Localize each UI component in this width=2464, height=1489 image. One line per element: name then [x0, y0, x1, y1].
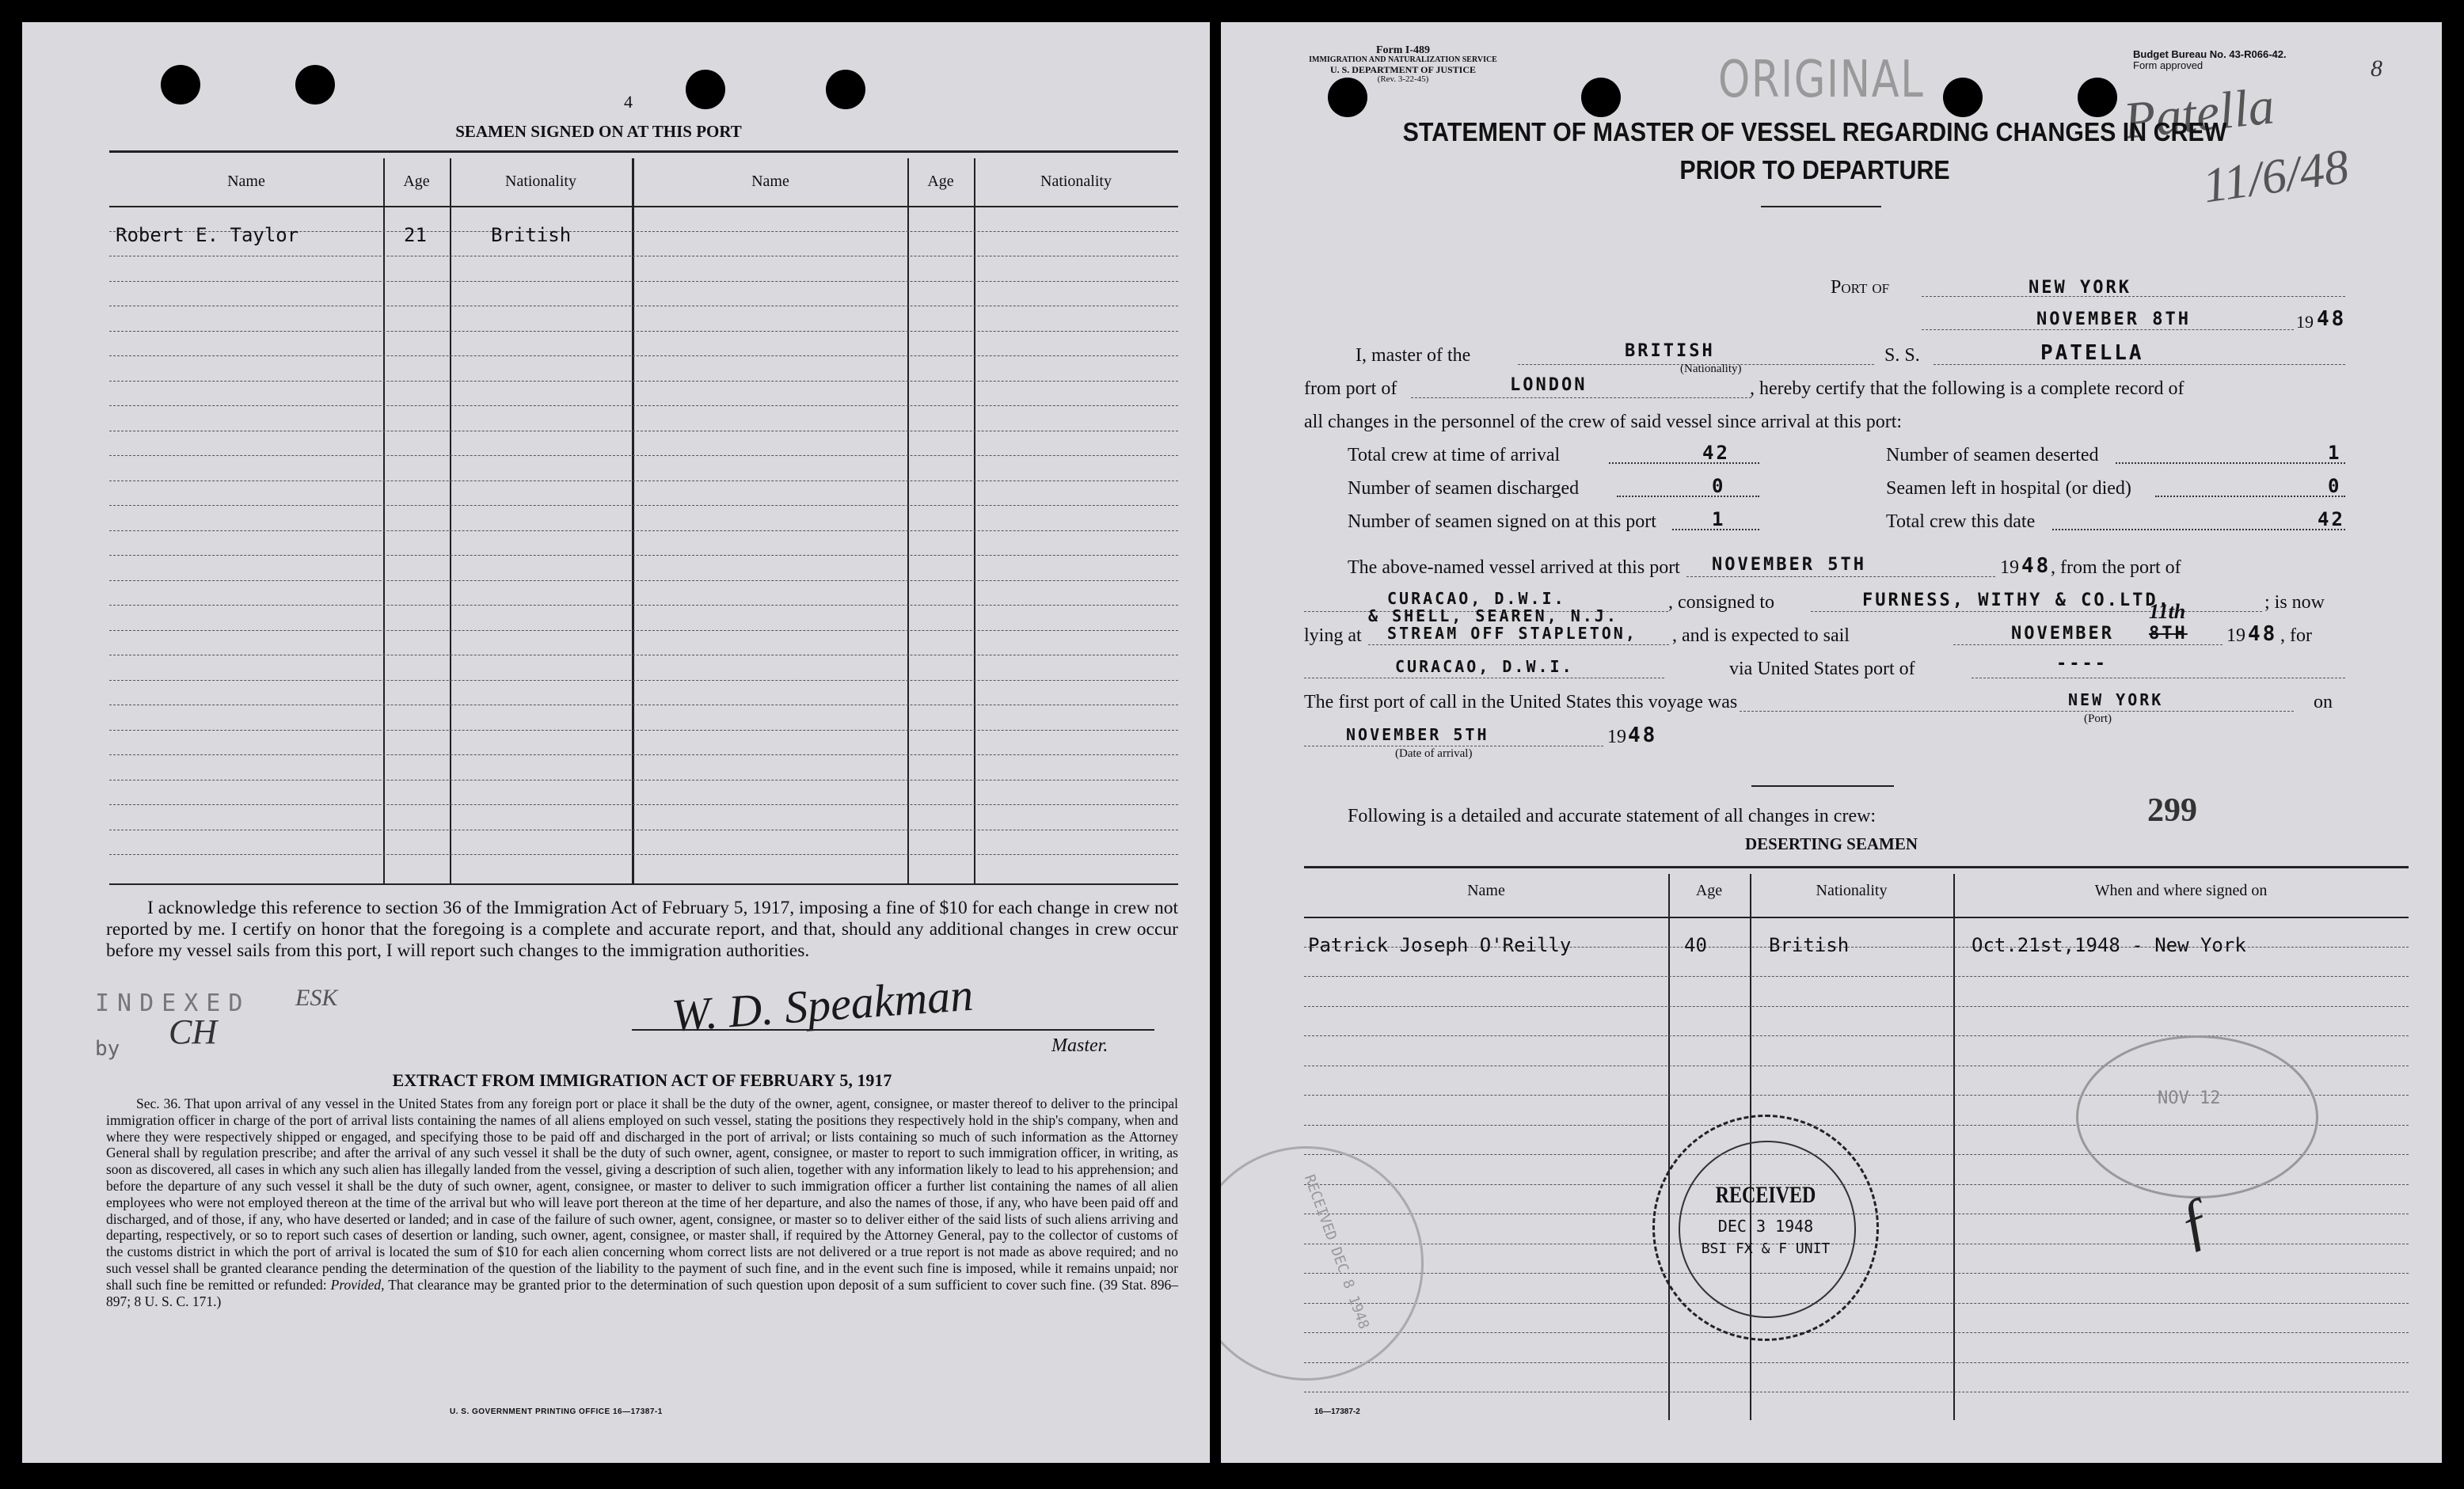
destination-value: CURACAO, D.W.I.	[1395, 657, 1574, 676]
received-label: RECEIVED	[1715, 1182, 1816, 1208]
table-row-line	[109, 281, 1178, 282]
form-header	[1284, 46, 1522, 84]
col-divider	[632, 158, 634, 883]
sail-line	[1953, 644, 2223, 645]
deserter-nationality: British	[1769, 934, 1850, 956]
from-port-line	[1411, 397, 1751, 398]
form-title-line-2: PRIOR TO DEPARTURE	[1679, 155, 1950, 184]
leader-dots	[2116, 462, 2345, 464]
arrived-line	[1686, 576, 1995, 577]
table-row-line	[109, 605, 1178, 606]
leader-dots	[2052, 529, 2345, 530]
col-header-nationality: Nationality	[505, 173, 576, 190]
lying-value-2: STREAM OFF STAPLETON,	[1387, 624, 1637, 643]
master-of-label: I, master of the	[1356, 345, 1471, 366]
sail-day-handwritten: 11th	[2149, 600, 2186, 623]
seaman-nationality: British	[491, 224, 572, 246]
arrived-value: NOVEMBER 5TH	[1712, 555, 1866, 575]
first-port-line	[1740, 711, 2294, 712]
punch-hole	[161, 65, 200, 104]
punch-hole	[1581, 78, 1621, 117]
stat-value: 42	[1702, 442, 1730, 464]
col-header-nationality: Nationality	[1816, 882, 1888, 899]
port-of-label: Port of	[1831, 277, 1890, 298]
consigned-label: , consigned to	[1668, 592, 1774, 613]
by-initials: CH	[169, 1012, 218, 1051]
seaman-name: Robert E. Taylor	[116, 224, 299, 246]
budget-line-1: Budget Bureau No. 43-R066-42.	[2133, 48, 2287, 60]
punch-hole	[2078, 78, 2117, 117]
punch-hole	[1943, 78, 1983, 117]
deserter-name: Patrick Joseph O'Reilly	[1308, 934, 1572, 956]
year-prefix: 19	[2296, 312, 2314, 332]
stat-label: Total crew this date	[1886, 511, 2036, 532]
on-label: on	[2314, 692, 2333, 712]
table-header-rule	[1304, 917, 2409, 918]
table-row-line	[109, 555, 1178, 556]
acknowledgement-text: I acknowledge this reference to section 36 of the Immigration Act of February 5, 1917, imposing a fine of $10 for each change in crew not reported by me. I certify on honor that the foregoing is a complete and accurate report, and that, should any additional changes in crew occur before my vessel sails from this port, I will report such changes to the immigration authorities.	[106, 898, 1178, 961]
table-row-line	[109, 455, 1178, 456]
form-title-line-1: STATEMENT OF MASTER OF VESSEL REGARDING CHANGES IN CREW	[1402, 117, 2227, 146]
port-caption: (Port)	[2084, 712, 2112, 725]
first-port-label: The first port of call in the United States this voyage was	[1304, 692, 1738, 712]
nationality-value: BRITISH	[1625, 341, 1715, 361]
original-stamp: ORIGINAL	[1718, 51, 1925, 109]
col-header-name: Name	[227, 173, 265, 190]
agency-line-1: IMMIGRATION AND NATURALIZATION SERVICE	[1309, 55, 1497, 64]
signature-line	[632, 1029, 1154, 1031]
table-row-line	[109, 854, 1178, 855]
table-row-line	[109, 730, 1178, 731]
sail-label: , and is expected to sail	[1672, 625, 1850, 646]
date-arrival-caption: (Date of arrival)	[1395, 747, 1473, 760]
received-unit: BSI FX & F UNIT	[1701, 1240, 1831, 1257]
table-row-line	[109, 630, 1178, 631]
certify-text: , hereby certify that the following is a complete record of	[1750, 378, 2185, 399]
stat-value: 1	[1712, 508, 1726, 530]
col-header-age: Age	[1695, 882, 1723, 899]
agency-line-2: U. S. DEPARTMENT OF JUSTICE	[1329, 64, 1477, 75]
ss-label: S. S.	[1884, 345, 1920, 366]
stat-label: Number of seamen deserted	[1886, 445, 2099, 465]
stat-value: 42	[2318, 508, 2345, 530]
handwritten-date: 11/6/48	[2200, 139, 2352, 214]
printer-note: 16—17387-2	[1314, 1407, 1360, 1416]
leader-dots	[1617, 496, 1759, 497]
budget-bureau	[2133, 49, 2287, 71]
received-stamp	[1652, 1115, 1879, 1341]
col-divider	[974, 158, 975, 883]
from-port-label: from port of	[1304, 378, 1397, 399]
arrived-year-prefix: 19	[2000, 557, 2019, 578]
sail-year: 48	[2248, 622, 2278, 646]
punch-hole	[295, 65, 335, 104]
table-top-rule	[1304, 866, 2409, 868]
by-label: by	[95, 1037, 120, 1061]
master-signature: W. D. Speakman	[670, 968, 975, 1042]
stat-value: 0	[2328, 475, 2342, 497]
col-header-age: Age	[927, 173, 954, 190]
via-label: via United States port of	[1729, 659, 1915, 679]
table-row-line	[109, 780, 1178, 781]
extract-tail: That clearance may be granted prior to the determination of such question upon deposit of a sum sufficient to cover such fine. (39 Stat. 896–897; 8 U. S. C. 171.)	[106, 1276, 1179, 1309]
hand-number: 299	[2147, 792, 2197, 829]
stat-label: Number of seamen discharged	[1348, 478, 1580, 499]
punch-hole	[686, 70, 725, 109]
col-header-age: Age	[403, 173, 430, 190]
table-row-line	[109, 381, 1178, 382]
table-row-line	[109, 405, 1178, 406]
table-header-rule	[109, 206, 1178, 207]
col-header-name: Name	[751, 173, 789, 190]
table-bottom-rule	[109, 883, 1178, 885]
signed-on-title: SEAMEN SIGNED ON AT THIS PORT	[455, 122, 742, 141]
port-of-value: NEW YORK	[2029, 278, 2131, 298]
table-top-rule	[109, 150, 1178, 153]
section-rule	[1751, 785, 1894, 787]
punch-hole	[826, 70, 865, 109]
deserting-title: DESERTING SEAMEN	[1744, 834, 1918, 853]
left-form-page	[22, 22, 1210, 1463]
sail-year-prefix: 19	[2226, 625, 2245, 646]
indexed-mark: ESK	[295, 985, 338, 1011]
col-divider	[907, 158, 909, 883]
deserter-age: 40	[1684, 934, 1707, 956]
leader-dots	[1609, 462, 1759, 464]
table-row-line	[1304, 1303, 2409, 1304]
lying-at-label: lying at	[1304, 625, 1362, 646]
col-divider	[383, 158, 385, 883]
page-number: 4	[624, 92, 633, 112]
port-of-line	[1922, 296, 2345, 297]
stat-label: Total crew at time of arrival	[1348, 445, 1561, 465]
corner-mark: 8	[2371, 55, 2382, 82]
table-row-line	[109, 680, 1178, 681]
faded-stamp-left-text: RECEIVED DEC 8 1948	[1300, 1172, 1373, 1331]
table-row-line	[109, 505, 1178, 506]
date-value: NOVEMBER 8TH	[2036, 310, 2191, 329]
col-header-nationality: Nationality	[1040, 173, 1112, 190]
table-row-line	[1304, 1035, 2409, 1036]
extract-body	[106, 1096, 1178, 1309]
from-port-value: LONDON	[1510, 375, 1588, 395]
form-number: Form I-489	[1375, 44, 1431, 56]
faded-stamp-right	[2076, 1035, 2318, 1198]
extract-provided: Provided,	[330, 1276, 385, 1293]
col-divider	[450, 158, 451, 883]
first-year-prefix: 19	[1607, 727, 1626, 747]
budget-line-2: Form approved	[2133, 59, 2204, 71]
stat-label: Seamen left in hospital (or died)	[1886, 478, 2131, 499]
table-row-line	[1304, 1332, 2409, 1333]
extract-title: EXTRACT FROM IMMIGRATION ACT OF FEBRUARY 5, 1917	[392, 1070, 892, 1090]
col-header-signed-on: When and where signed on	[2094, 882, 2268, 899]
first-year: 48	[1628, 724, 1658, 747]
from-port-of-label: , from the port of	[2051, 557, 2181, 578]
faded-stamp-right-text: NOV 12	[2158, 1088, 2221, 1108]
stat-label: Number of seamen signed on at this port	[1348, 511, 1656, 532]
revision: (Rev. 3-22-45)	[1377, 74, 1429, 84]
right-form-page	[1221, 22, 2442, 1463]
nationality-caption: (Nationality)	[1680, 363, 1742, 375]
handwritten-initial: ƒ	[2167, 1183, 2222, 1260]
arrived-from-value: CURACAO, D.W.I.	[1387, 589, 1566, 608]
lying-value-1: & SHELL, SEAREN, N.J.	[1368, 606, 1618, 625]
table-row-line	[109, 754, 1178, 755]
faded-stamp-left	[1221, 1146, 1424, 1381]
ss-value: PATELLA	[2040, 341, 2144, 365]
lying-line	[1368, 644, 1669, 645]
table-row-line	[109, 804, 1178, 805]
sail-month-value: NOVEMBER	[2011, 624, 2114, 644]
table-row-line	[109, 530, 1178, 531]
now-label: ; is now	[2264, 592, 2325, 613]
indexed-stamp: INDEXED	[95, 990, 251, 1017]
printer-note: U. S. GOVERNMENT PRINTING OFFICE 16—17387-1	[450, 1407, 663, 1416]
consigned-line	[1811, 611, 2262, 612]
title-underline	[1761, 206, 1881, 207]
year-value: 48	[2317, 307, 2347, 331]
master-label: Master.	[1051, 1035, 1108, 1056]
leader-dots	[2155, 496, 2345, 497]
arrived-year: 48	[2021, 554, 2051, 578]
table-row-line	[109, 580, 1178, 581]
sail-day-struck: 8TH	[2149, 624, 2188, 644]
arrived-label: The above-named vessel arrived at this port	[1348, 557, 1680, 578]
stat-value: 1	[2328, 442, 2342, 464]
table-row-line	[109, 331, 1178, 332]
table-row-line	[1304, 1362, 2409, 1363]
following-text: Following is a detailed and accurate statement of all changes in crew:	[1348, 806, 1877, 826]
via-value: ----	[2056, 654, 2108, 674]
table-row-line	[1304, 976, 2409, 977]
consigned-value: FURNESS, WITHY & CO.LTD.	[1862, 591, 2171, 610]
extract-text: Sec. 36. That upon arrival of any vessel in the United States from any foreign port or place it shall be the duty of the owner, agent, consignee, or master thereof to deliver to the principal immigration officer in charge of the port of arrival lists containing the names of all aliens employed on such vessel, stating the positions they respectively hold in the ship's company, when and where they were respectively shipped or engaged, and specifying those to be paid off and discharged in the port of arrival; or lists containing so much of such information as the Attorney General shall by regulation prescribe; and after the arrival of any such vessel it shall be the duty of such owner, agent, consignee, or master to report to such immigration officer, in writing, as soon as discovered, all cases in which any such alien has illegally landed from the vessel, giving a description of such alien, together with any information likely to lead to his apprehension; and before the departure of any such vessel it shall be the duty of such owner, agent, consignee, or master to deliver to such immigration officer a further list containing the names of all alien employees who were not employed thereon at the time of the arrival but who will leave port thereon at the time of her departure, and also the names of those, if any, who have been paid off and discharged, and of those, if any, who have deserted or landed; and in case of the failure of such owner, agent, consignee, or master so to deliver either of the said lists of such aliens arriving and departing, respectively, or so to report such cases of desertion or landing, such owner, agent, consignee, or master shall, if required by the Attorney General, pay to the collector of customs of the customs district in which the port of arrival is located the sum of $10 for each alien concerning whom correct lists are not delivered or a true report is not made as above required; and no such vessel shall be granted clearance pending the determination of the question of the liability to the payment of such fine, and in the event such fine is imposed, while it remains unpaid; nor shall such fine be remitted or refunded:	[106, 1096, 1178, 1293]
seaman-age: 21	[404, 224, 427, 246]
deserter-signed-on: Oct.21st,1948 - New York	[1972, 934, 2246, 956]
for-label: , for	[2280, 625, 2312, 646]
all-changes-text: all changes in the personnel of the crew of said vessel since arrival at this port:	[1304, 412, 1903, 432]
table-row-line	[109, 355, 1178, 356]
first-date-value: NOVEMBER 5TH	[1346, 725, 1489, 744]
handwritten-vessel: Patella	[2120, 77, 2277, 150]
col-header-name: Name	[1467, 882, 1505, 899]
date-line	[1922, 329, 2294, 330]
received-date: DEC 3 1948	[1717, 1217, 1814, 1236]
col-divider	[1668, 874, 1670, 1420]
stat-value: 0	[1712, 475, 1726, 497]
first-port-value: NEW YORK	[2068, 690, 2164, 709]
table-row-line	[1304, 1006, 2409, 1007]
col-divider	[1953, 874, 1955, 1420]
